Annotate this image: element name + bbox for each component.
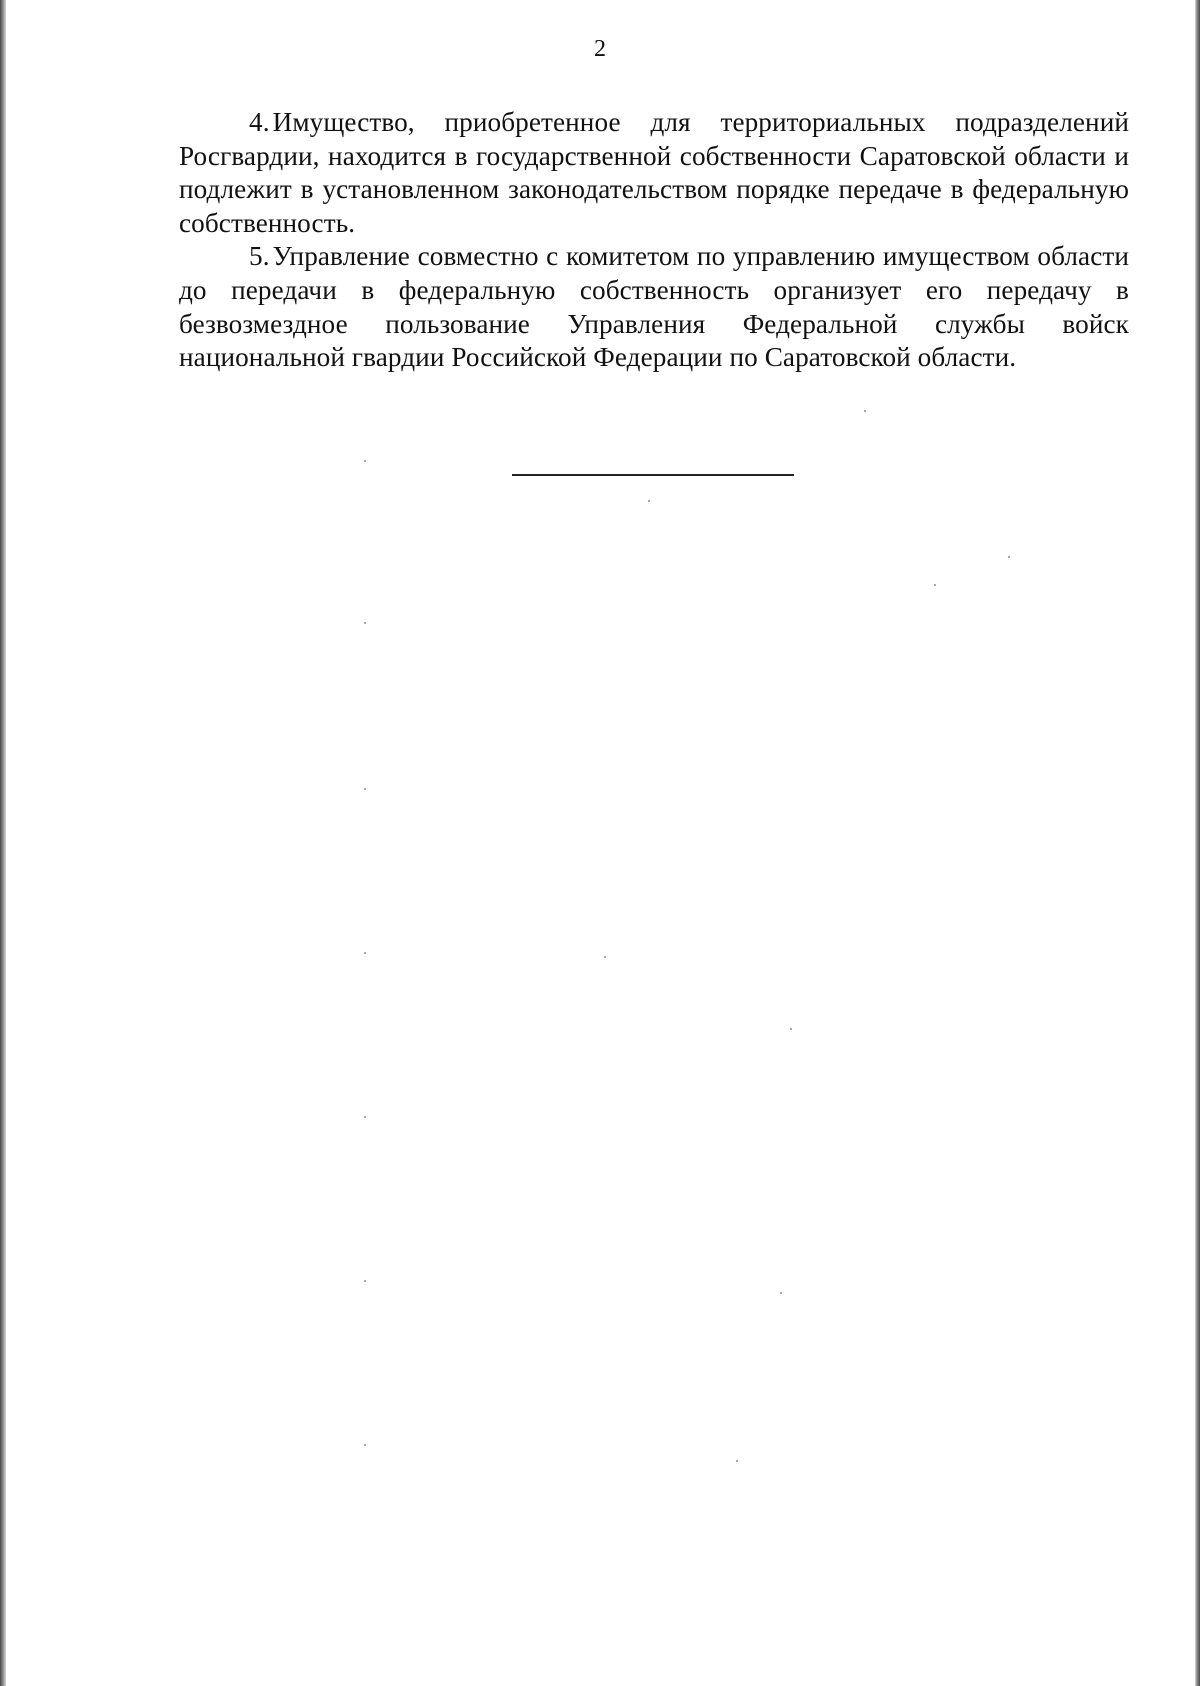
scan-speck (934, 584, 936, 586)
scan-speck (364, 1444, 366, 1446)
scan-speck (864, 410, 866, 412)
scan-speck (736, 1460, 738, 1462)
scan-speck (790, 1028, 792, 1030)
scan-speck (648, 500, 650, 502)
scan-edge-left (0, 0, 6, 1686)
scan-speck (364, 788, 366, 790)
scan-speck (364, 952, 366, 954)
scan-speck (1008, 556, 1010, 558)
paragraph-number: 5. (249, 241, 270, 272)
scan-speck (604, 956, 606, 958)
paragraph-text: Имущество, приобретенное для территориальных подразделений Росгвардии, находится в государственной собственности Саратовской области и подлежит в установленном законодательством порядке передаче в федеральную собственность. (179, 107, 1129, 238)
scan-edge-right (1195, 0, 1200, 1686)
scan-speck (364, 1116, 366, 1118)
scan-speck (364, 460, 366, 462)
document-body (179, 106, 1129, 375)
scan-speck (364, 622, 366, 624)
page-number: 2 (594, 36, 606, 62)
paragraph-text: Управление совместно с комитетом по управлению имуществом области до передачи в федеральную собственность организует его передачу в безвозмездное пользование Управления Федеральной службы войск национальной гвардии Российской Федерации по Саратовской области. (179, 241, 1129, 373)
paragraph-4 (179, 106, 1129, 240)
end-of-document-rule (512, 474, 794, 476)
paragraph-number: 4. (249, 107, 270, 137)
scan-speck (364, 1280, 366, 1282)
paragraph-5 (179, 240, 1129, 374)
scan-speck (780, 1292, 782, 1294)
